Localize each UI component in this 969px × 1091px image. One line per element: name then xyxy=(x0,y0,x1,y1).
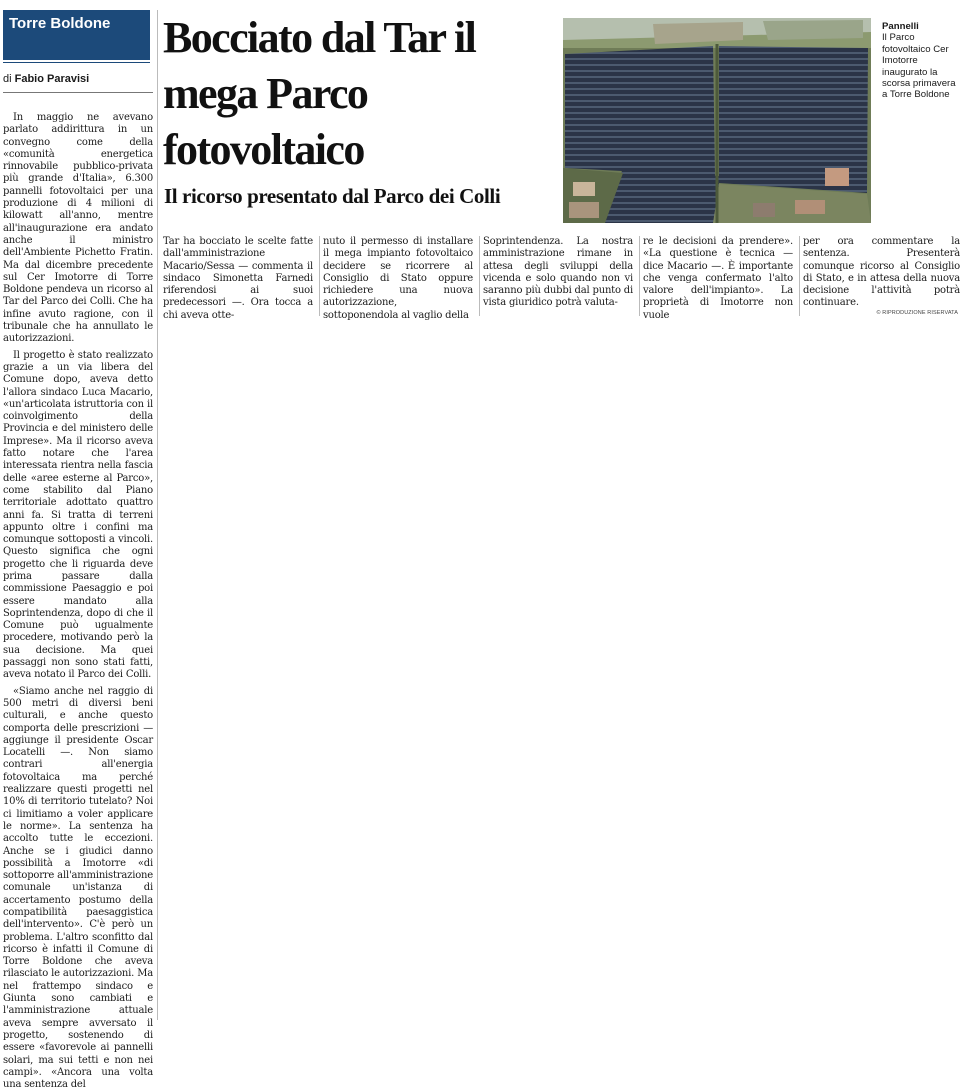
copyright-notice: © RIPRODUZIONE RISERVATA xyxy=(876,310,958,316)
article-column-1: Tar ha bocciato le scelte fatte dall'amministrazione Macario/Sessa — commenta il sindaco Simonetta Farnedi riferendosi ai suoi predecessori —. Ora tocca a chi aveva otte- xyxy=(163,236,313,321)
aerial-photo-illustration xyxy=(563,18,871,223)
byline-rule xyxy=(3,92,153,93)
column-divider xyxy=(319,236,320,316)
column-divider xyxy=(157,10,158,1020)
article-paragraph: In maggio ne avevano parlato addirittura in un convegno come della «comunità energetica rinnovabile pubblico-privata più grande d'Italia», 6.300 pannelli fotovoltaici per una produzione di 4 milioni di kilowatt all'anno, mentre all'inaugurazione era andato anche il ministro dell'Ambiente Pichetto Fratin. Ma dal dicembre precedente sul Cer Imotorre di Torre Boldone pendeva un ricorso al Tar del Parco dei Colli. Che ha infine avuto ragione, con il tribunale che ha annullato le autorizzazioni. xyxy=(3,112,153,345)
byline xyxy=(3,72,153,86)
article-column-5: per ora commentare la sentenza. Presenterà comunque ricorso al Consiglio di Stato, e in attesa della nuova decisione l'attività potrà continuare. xyxy=(803,236,960,309)
byline-author: Fabio Paravisi xyxy=(14,73,90,85)
solar-park-photo xyxy=(563,18,871,223)
column-divider xyxy=(479,236,480,316)
photo-caption xyxy=(882,21,962,101)
article-bottom-columns xyxy=(163,236,962,321)
article-column-4: re le decisioni da prendere». «La questione è tecnica — dice Macario —. È importante che venga confermato l'alto valore dell'impianto». La proprietà di Imotorre non vuole xyxy=(643,236,793,321)
caption-title: Pannelli xyxy=(882,21,919,32)
article-column-2: nuto il permesso di installare il mega impianto fotovoltaico decidere se ricorrere al Consiglio di Stato oppure richiedere una nuova autorizzazione, sottoponendola al vaglio della xyxy=(323,236,473,321)
article-column-3: Soprintendenza. La nostra amministrazione rimane in attesa degli sviluppi della vicenda e solo quando non vi saranno più dubbi dal punto di vista giuridico potrà valuta- xyxy=(483,236,633,309)
headline: Bocciato dal Tar il mega Parco fotovoltaico xyxy=(163,13,476,174)
column-divider xyxy=(639,236,640,316)
article-paragraph: «Siamo anche nel raggio di 500 metri di diversi beni culturali, e anche questo comporta delle prescrizioni — aggiunge il presidente Oscar Locatelli —. Non siamo contrari all'energia fotovoltaica ma perché realizzare questi progetti nel 10% di territorio tutelato? Noi ci limitiamo a voler applicare le norme». La sentenza ha accolto tutte le eccezioni. Anche se i giudici danno possibilità a Imotorre «di sottoporre all'amministrazione comunale un'istanza di accertamento postumo della compatibilità paesaggistica dell'intervento». C'è però un problema. L'altro sconfitto dal ricorso è infatti il Comune di Torre Boldone che aveva rilasciato le autorizzazioni. Ma nel frattempo sindaco e Giunta sono cambiati e l'amministrazione attuale aveva sempre avversato il progetto, sostenendo di essere «favorevole ai pannelli solari, ma sui tetti e non nei campi». «Ancora una volta una sentenza del xyxy=(3,685,153,1091)
caption-text: Il Parco fotovoltaico Cer Imotorre inaugurato la scorsa primavera a Torre Boldone xyxy=(882,32,956,101)
article-paragraph: Il progetto è stato realizzato grazie a un via libera del Comune dopo, aveva detto l'allora sindaco Luca Macario, «un'articolata istruttoria con il coinvolgimento della Provincia e del ministero delle Imprese». Ma il ricorso aveva fatto notare che l'area interessata rientra nella fascia delle «aree esterne al Parco», come stabilito dal Piano territoriale adottato quattro anni fa. Si tratta di terreni appunto oltre i confini ma comunque sottoposti a vincoli. Questo significa che ogni progetto che li riguarda deve prima passare dalla commissione Paesaggio e poi essere mandato alla Soprintendenza, dopo di che il Comune può ugualmente procedere, motivando però la sua decisione. Ma quei passaggi non sono stati fatti, aveva notato il Parco dei Colli. xyxy=(3,349,153,681)
article-left-column xyxy=(3,112,153,1091)
section-rule xyxy=(3,62,150,63)
subheadline: Il ricorso presentato dal Parco dei Colli xyxy=(164,184,501,208)
byline-prefix: di xyxy=(3,73,12,85)
column-divider xyxy=(799,236,800,316)
section-label: Torre Boldone xyxy=(3,10,150,60)
